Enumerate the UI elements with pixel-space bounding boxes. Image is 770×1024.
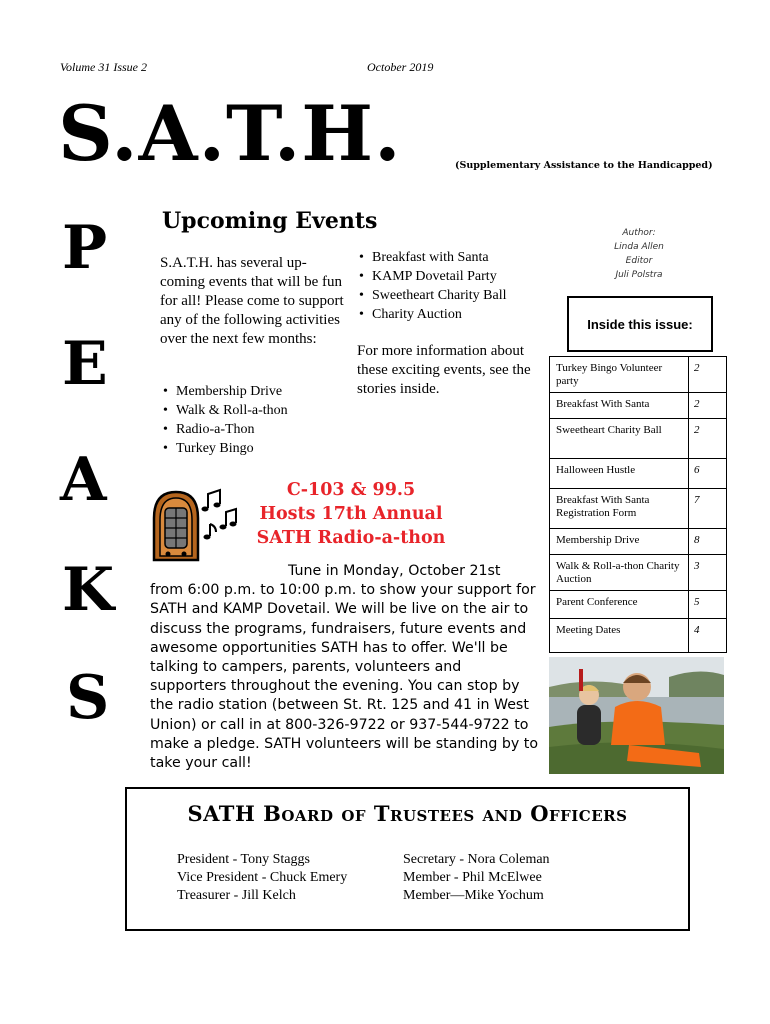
toc-item: Parent Conference — [550, 591, 689, 619]
toc-item: Breakfast With Santa Registration Form — [550, 489, 689, 529]
editor-name: Juli Polstra — [615, 270, 663, 280]
radio-headline-line: C-103 & 99.5 — [286, 480, 416, 500]
upcoming-events-intro: S.A.T.H. has several up-coming events that will be fun for all! Please come to support any of the following activities over the next few months: — [160, 255, 344, 347]
toc-item: Meeting Dates — [550, 619, 689, 653]
table-row — [550, 489, 727, 529]
vertical-letter-s: S — [66, 663, 110, 733]
masthead-title: S.A.T.H. — [58, 89, 402, 178]
radio-headline-line: Hosts 17th Annual — [259, 504, 443, 524]
radio-music-icon — [146, 488, 244, 564]
author-block — [585, 226, 693, 282]
table-row — [550, 459, 727, 489]
toc-item: Turkey Bingo Volunteer party — [550, 357, 689, 393]
board-member: Treasurer - Jill Kelch — [177, 888, 296, 903]
table-row — [550, 419, 727, 459]
toc-item: Breakfast With Santa — [550, 393, 689, 419]
board-officers-left — [177, 851, 347, 905]
table-row — [550, 619, 727, 653]
list-item: • KAMP Dovetail Party — [372, 267, 562, 286]
table-row — [550, 555, 727, 591]
board-member: Member—Mike Yochum — [403, 888, 544, 903]
toc-page: 6 — [689, 459, 727, 489]
author-label: Author: — [622, 228, 656, 238]
vertical-letter-a: A — [60, 445, 107, 515]
table-row — [550, 393, 727, 419]
radio-headline-line: SATH Radio-a-thon — [256, 528, 446, 548]
volume-issue: Volume 31 Issue 2 — [60, 60, 147, 74]
vertical-letter-k: K — [62, 555, 115, 625]
table-row — [550, 591, 727, 619]
more-info-text: For more information about these exciting events, see the stories inside. — [357, 343, 531, 397]
board-officers-right — [403, 851, 550, 905]
campers-photo — [549, 657, 724, 774]
list-item: • Charity Auction — [372, 305, 562, 324]
toc-item: Walk & Roll-a-thon Charity Auction — [550, 555, 689, 591]
vertical-letter-p: P — [62, 213, 108, 283]
list-item: • Breakfast with Santa — [372, 248, 562, 267]
board-member: Secretary - Nora Coleman — [403, 852, 550, 867]
toc-page: 2 — [689, 357, 727, 393]
inside-issue-table — [549, 356, 727, 653]
upcoming-events-title: Upcoming Events — [162, 208, 378, 234]
board-member: Member - Phil McElwee — [403, 870, 542, 885]
campers-photo-image — [549, 657, 724, 774]
masthead-subtitle: (Supplementary Assistance to the Handicapped) — [455, 160, 713, 171]
board-of-trustees-box — [125, 787, 690, 931]
toc-page: 7 — [689, 489, 727, 529]
toc-page: 4 — [689, 619, 727, 653]
toc-item: Halloween Hustle — [550, 459, 689, 489]
issue-date: October 2019 — [367, 60, 434, 74]
toc-page: 2 — [689, 393, 727, 419]
radio-headline — [240, 478, 462, 550]
vertical-letter-e: E — [62, 329, 108, 399]
upcoming-list-right — [358, 248, 562, 324]
board-title: SATH Board of Trustees and Officers — [187, 801, 628, 826]
table-row — [550, 357, 727, 393]
list-item: • Radio-a-Thon — [176, 420, 366, 439]
inside-issue-title: Inside this issue: — [567, 296, 713, 352]
toc-page: 2 — [689, 419, 727, 459]
toc-item: Sweetheart Charity Ball — [550, 419, 689, 459]
author-name: Linda Allen — [614, 242, 664, 252]
list-item: • Turkey Bingo — [176, 439, 366, 458]
toc-page: 5 — [689, 591, 727, 619]
toc-item: Membership Drive — [550, 529, 689, 555]
list-item: • Sweetheart Charity Ball — [372, 286, 562, 305]
board-member: President - Tony Staggs — [177, 852, 310, 867]
toc-page: 8 — [689, 529, 727, 555]
list-item: • Membership Drive — [176, 382, 366, 401]
table-row — [550, 529, 727, 555]
toc-page: 3 — [689, 555, 727, 591]
editor-label: Editor — [625, 256, 653, 266]
radio-article-body: Tune in Monday, October 21st from 6:00 p.m. to 10:00 p.m. to show your support for SATH and KAMP Dovetail. We will be live on the air to discuss the programs, fundraisers, future events and awesome opportunities SATH has to offer. We'll be talking to campers, parents, volunteers and supporters throughout the evening. You can stop by the radio station (between St. Rt. 125 and 41 in West Union) or call in at 800-326-9722 or 937-544-9722 to make a pledge. SATH volunteers will be standing by to take your call! — [150, 563, 539, 772]
upcoming-list-left — [162, 382, 366, 458]
list-item: • Walk & Roll-a-thon — [176, 401, 366, 420]
board-member: Vice President - Chuck Emery — [177, 870, 348, 885]
